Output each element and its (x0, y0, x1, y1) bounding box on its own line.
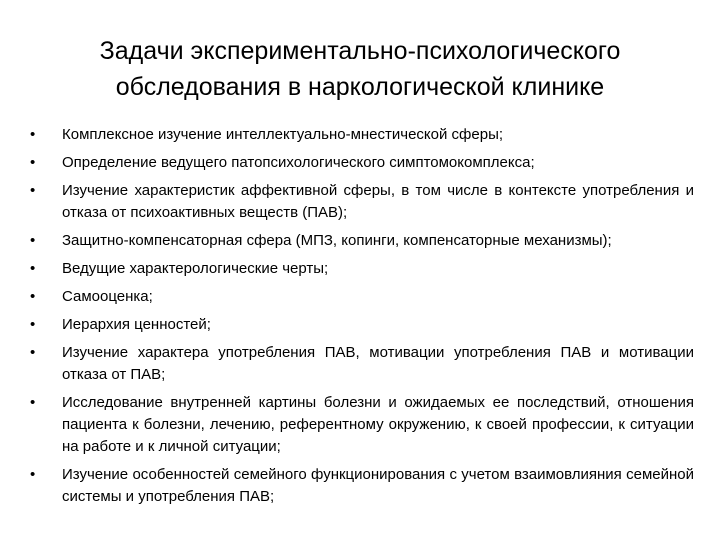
bullet-icon: • (30, 232, 36, 249)
list-item-text: Определение ведущего патопсихологического симптомокомплекса; (62, 154, 535, 171)
list-item (30, 392, 694, 458)
list-item (30, 314, 694, 336)
bullet-icon: • (30, 344, 36, 361)
bullet-icon: • (30, 288, 36, 305)
list-item-text: Изучение характера употребления ПАВ, мотивации употребления ПАВ и мотивации отказа от ПАВ; (62, 344, 694, 383)
list-item-text: Защитно-компенсаторная сфера (МПЗ, копинги, компенсаторные механизмы); (62, 232, 612, 249)
bullet-icon: • (30, 260, 36, 277)
list-item (30, 152, 694, 174)
list-item (30, 464, 694, 508)
bullet-list (30, 124, 694, 514)
list-item-text: Ведущие характерологические черты; (62, 260, 329, 277)
bullet-icon: • (30, 394, 36, 411)
list-item (30, 342, 694, 386)
list-item-text: Комплексное изучение интеллектуально-мнестической сферы; (62, 126, 504, 143)
list-item-text: Исследование внутренней картины болезни и ожидаемых ее последствий, отношения пациента к болезни, лечению, референтному окружению, к своей профессии, к ситуации на работе и к личной ситуации; (62, 394, 694, 455)
bullet-icon: • (30, 154, 36, 171)
list-item-text: Иерархия ценностей; (62, 316, 211, 333)
list-item-text: Изучение особенностей семейного функционирования с учетом взаимовлияния семейной системы и употребления ПАВ; (62, 466, 694, 505)
list-item (30, 258, 694, 280)
bullet-icon: • (30, 182, 36, 199)
bullet-icon: • (30, 466, 36, 483)
bullet-icon: • (30, 126, 36, 143)
list-item (30, 286, 694, 308)
slide-title: Задачи экспериментально-психологического обследования в наркологической клинике (99, 37, 621, 101)
list-item (30, 180, 694, 224)
bullet-icon: • (30, 316, 36, 333)
list-item-text: Изучение характеристик аффективной сферы, в том числе в контексте употребления и отказа от психоактивных веществ (ПАВ); (62, 182, 694, 221)
list-item (30, 124, 694, 146)
list-item-text: Самооценка; (62, 288, 153, 305)
list-item (30, 230, 694, 252)
